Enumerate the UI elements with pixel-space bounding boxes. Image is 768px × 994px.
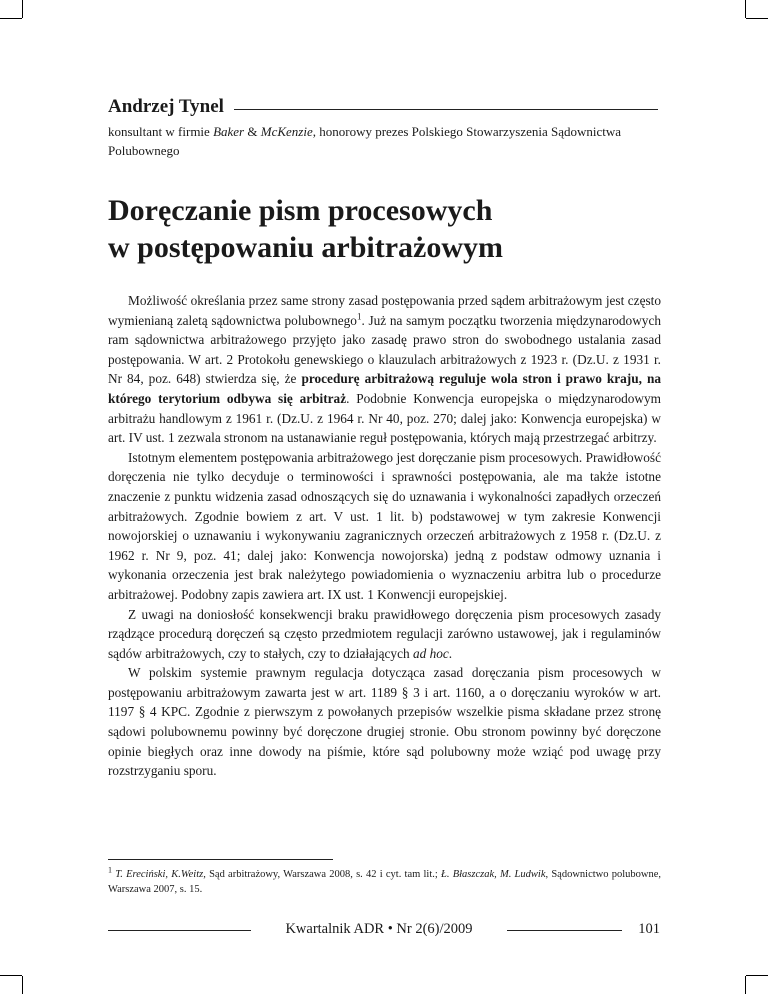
paragraph bbox=[108, 605, 661, 664]
paragraph: Istotnym elementem postępowania arbitrażowego jest doręczanie pism procesowych. Prawidłowość doręczenia nie tylko decyduje o terminowości i sprawności postępowania, ale ma także istotne znaczenie z punktu widzenia zasad odnoszących się do uznawania i wykonalności zapadłych orzeczeń arbitrażowych. Zgodnie bowiem z art. V ust. 1 lit. b) podstawowej w tym zakresie Konwencji nowojorskiej o uznawaniu i wykonywaniu zagranicznych orzeczeń arbitrażowych z 1958 r. (Dz.U. z 1962 r. Nr 9, poz. 41; dalej jako: Konwencja nowojorska) jedną z podstaw odmowy uznania i wykonania orzeczenia jest brak należytego powiadomienia o wyznaczeniu arbitra lub o procedurze arbitrażowej. Podobny zapis zawiera art. IX ust. 1 Konwencji europejskiej. bbox=[108, 449, 661, 602]
crop-mark bbox=[745, 0, 746, 18]
footnote bbox=[108, 867, 661, 897]
affiliation-text: konsultant w firmie bbox=[108, 124, 214, 139]
author-affiliation bbox=[108, 122, 668, 160]
paragraph-text: . Już na samym początku tworzenia międzynarodowych ram sądownictwa arbitrażowego przyjęto jako zasadę prawo stron do swobodnego ustalania zasad postępowania. W art. 2 Protokołu genewskiego o klauzulach arbitrażowych z 1923 r. (Dz.U. z 1931 r. Nr 84, poz. 648) stwierdza się, że bbox=[108, 312, 662, 387]
crop-mark bbox=[746, 975, 768, 976]
journal-name: Kwartalnik ADR • Nr 2(6)/2009 bbox=[285, 921, 473, 937]
author-header bbox=[108, 96, 658, 118]
footnote-ref[interactable]: 1 bbox=[356, 311, 362, 322]
paragraph bbox=[108, 291, 661, 448]
crop-mark bbox=[22, 0, 23, 18]
footnote-rule bbox=[108, 859, 333, 860]
paragraph: W polskim systemie prawnym regulacja dotycząca zasad doręczania pism procesowych w postępowaniu arbitrażowym zawarta jest w art. 1189 § 3 i art. 1160, a o doręczaniu wyroków w art. 1197 § 4 KPC. Zgodnie z pierwszym z powołanych przepisów wszelkie pisma składane przez stronę sądowi polubownemu powinny być doręczone drugiej stronie. Obu stronom powinny być doręczone opinie biegłych oraz inne dowody na piśmie, które sąd polubowny może wziąć pod uwagę przy rozstrzyganiu sporu. bbox=[108, 665, 661, 779]
paragraph-text: Z uwagi na doniosłość konsekwencji braku prawidłowego doręczenia pism procesowych zasady rządzące procedurą doręczeń są często przedmiotem regulacji zarówno ustawowej, jak i regulaminów sądów arbitrażowych, czy to stałych, czy to działających bbox=[108, 606, 661, 661]
author-name: Andrzej Tynel bbox=[108, 96, 224, 117]
affiliation-text: , honorowy prezes Polskiego Stowarzyszenia Sądownictwa Polubownego bbox=[108, 124, 622, 158]
paragraph-text: Możliwość określania przez same strony zasad postępowania przed sądem arbitrażowym jest często wymienianą zaletą sądownictwa polubownego bbox=[108, 293, 661, 328]
affiliation-text: & bbox=[244, 124, 261, 139]
italic-text: ad hoc bbox=[412, 645, 449, 661]
page-number: 101 bbox=[638, 921, 660, 937]
paragraph-text: . bbox=[448, 645, 453, 661]
footer-rule bbox=[108, 930, 251, 931]
crop-mark bbox=[0, 18, 22, 19]
crop-mark bbox=[22, 976, 23, 994]
title-line: Doręczanie pism procesowych bbox=[108, 194, 493, 227]
article-title bbox=[108, 192, 688, 266]
title-line: w postępowaniu arbitrażowym bbox=[108, 231, 503, 264]
footnote-number: 1 bbox=[108, 865, 112, 875]
crop-mark bbox=[746, 18, 768, 19]
paragraph-text: . Podobnie Konwencja europejska o międzynarodowym arbitrażu handlowym z 1961 r. (Dz.U. z 1964 r. Nr 40, poz. 270; dalej jako: Konwencja europejska) w art. IV ust. 1 zezwala stronom na ustanawianie reguł postępowania, których mają przestrzegać arbitrzy. bbox=[108, 390, 661, 446]
author-rule bbox=[234, 109, 658, 110]
footnote-authors: T. Ereciński, K.Weitz bbox=[115, 869, 204, 880]
crop-mark bbox=[745, 976, 746, 994]
footer-rule bbox=[507, 930, 622, 931]
footnote-authors: Ł. Błaszczak, M. Ludwik bbox=[441, 869, 546, 880]
crop-mark bbox=[0, 975, 22, 976]
emphasis-text: procedurę arbitrażową reguluje wola stron i prawo kraju, na którego terytorium odbywa się arbitraż bbox=[108, 371, 661, 406]
footnote-text: , Sąd arbitrażowy, Warszawa 2008, s. 42 i cyt. tam lit.; bbox=[203, 869, 442, 880]
article-body bbox=[108, 291, 661, 781]
firm-name: Baker bbox=[213, 124, 245, 139]
firm-name: McKenzie bbox=[260, 124, 313, 139]
footnote-text: , Sądownictwo polubowne, Warszawa 2007, s. 15. bbox=[108, 869, 661, 895]
